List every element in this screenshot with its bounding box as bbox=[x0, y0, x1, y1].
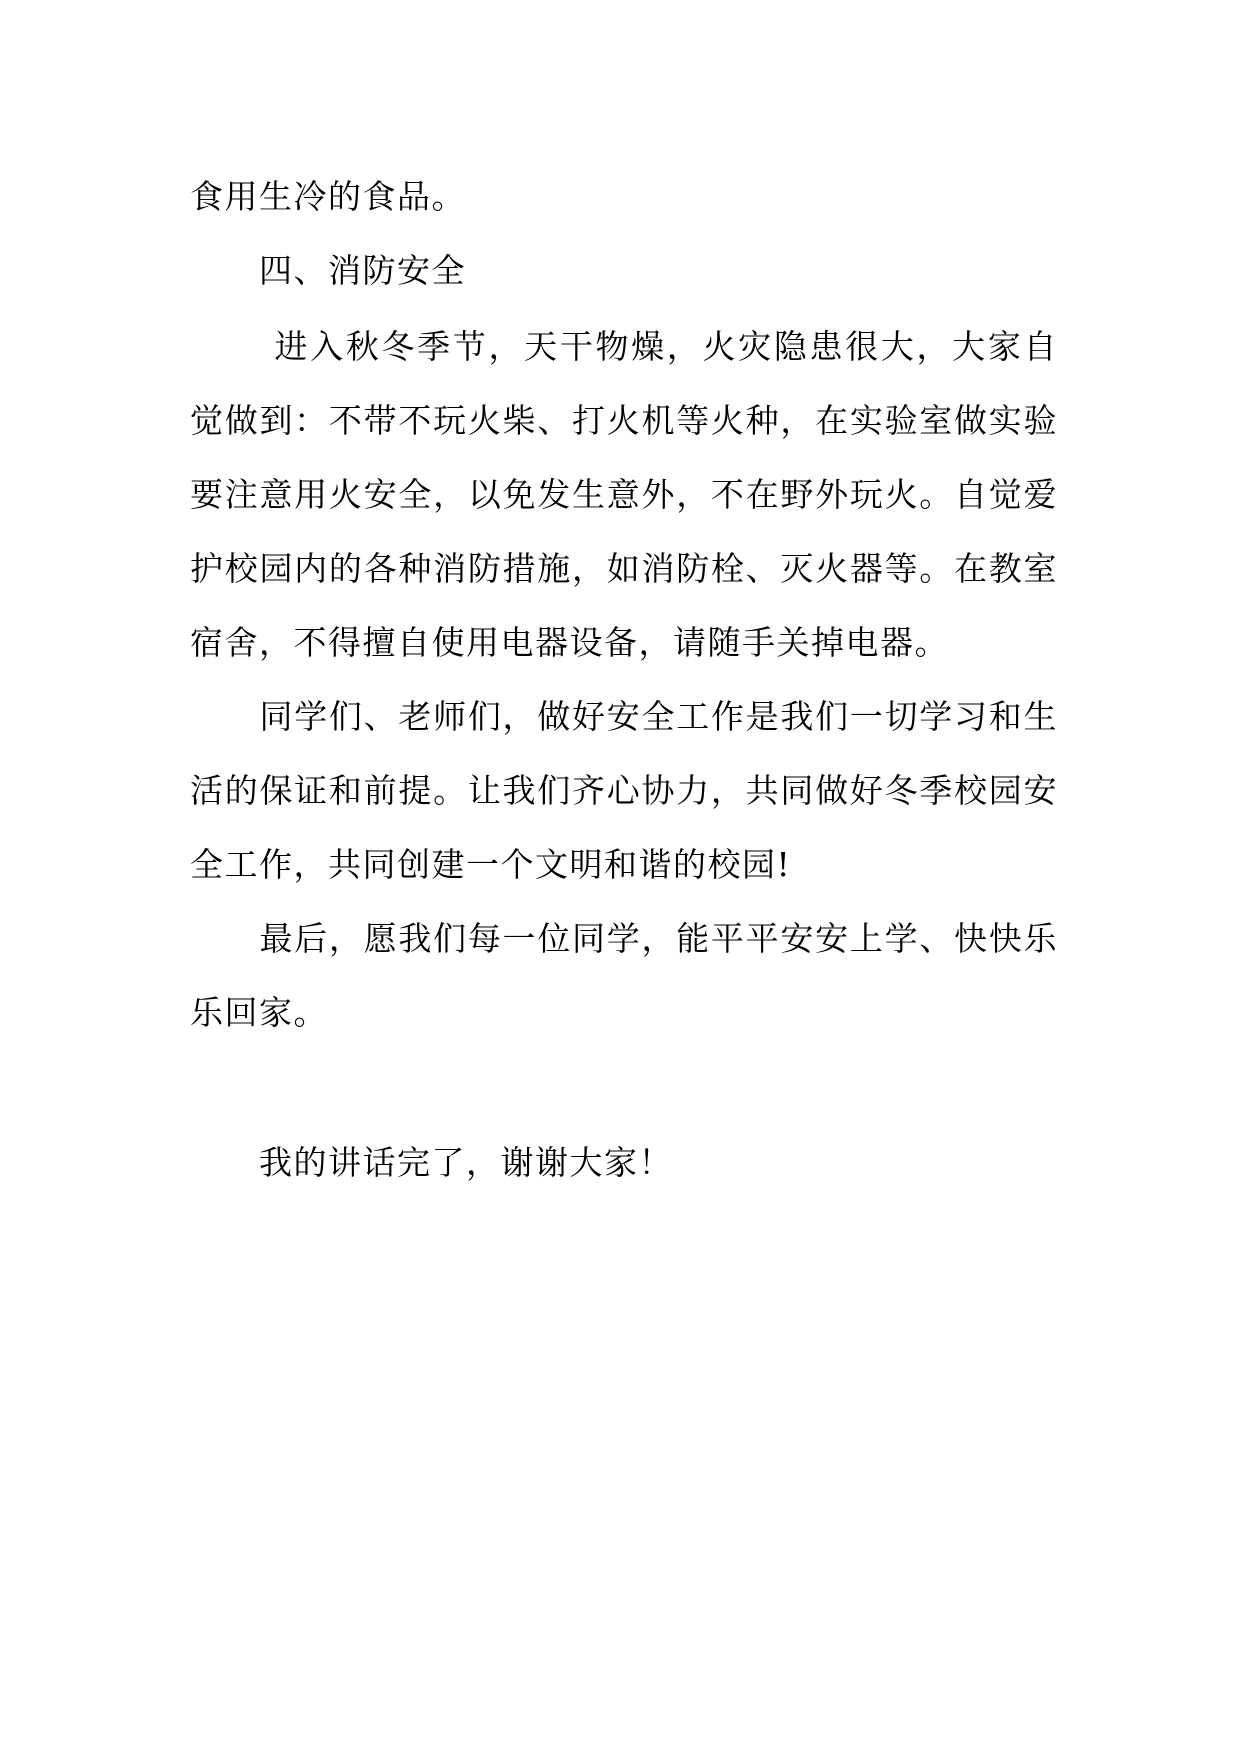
paragraph-wishes bbox=[190, 902, 1058, 1050]
paragraph-food-safety-end bbox=[190, 160, 1058, 234]
paragraph-call-to-action bbox=[190, 680, 1058, 902]
text-line: 觉做到：不带不玩火柴、打火机等火种，在实验室做实验 bbox=[190, 401, 1058, 440]
text-line: 宿舍，不得擅自使用电器设备，请随手关掉电器。 bbox=[190, 623, 949, 662]
text-line: 要注意用火安全，以免发生意外，不在野外玩火。自觉爱 bbox=[190, 475, 1058, 514]
paragraph-closing bbox=[190, 1126, 1058, 1200]
text-line: 护校园内的各种消防措施，如消防栓、灭火器等。在教室 bbox=[190, 549, 1058, 588]
paragraph-fire-safety bbox=[190, 310, 1058, 680]
text-line: 同学们、老师们，做好安全工作是我们一切学习和生 bbox=[190, 697, 1058, 736]
text-line: 全工作，共同创建一个文明和谐的校园! bbox=[190, 845, 792, 884]
text-line: 进入秋冬季节，天干物燥，火灾隐患很大，大家自 bbox=[190, 327, 1058, 366]
text-line: 我的讲话完了，谢谢大家！ bbox=[190, 1143, 673, 1182]
section-heading-fire-safety bbox=[190, 234, 1058, 308]
text-line: 活的保证和前提。让我们齐心协力，共同做好冬季校园安 bbox=[190, 771, 1058, 810]
text-line: 食用生冷的食品。 bbox=[190, 177, 466, 216]
text-line: 最后，愿我们每一位同学，能平平安安上学、快快乐 bbox=[190, 919, 1058, 958]
text-line: 乐回家。 bbox=[190, 993, 328, 1032]
heading-text: 四、消防安全 bbox=[190, 251, 466, 290]
